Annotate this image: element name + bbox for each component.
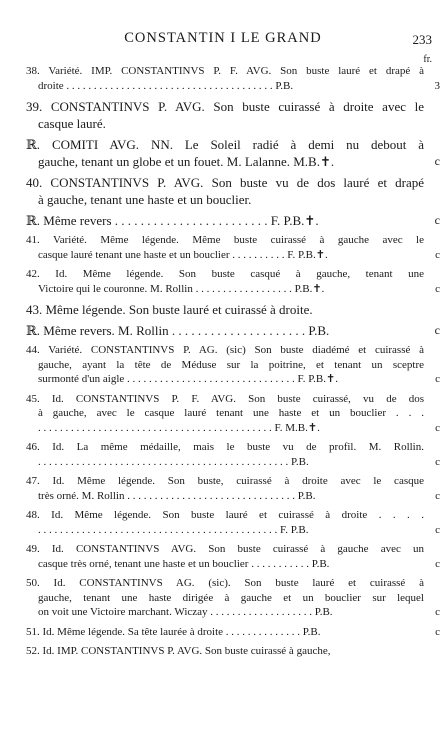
- catalogue-entries: [26, 64, 440, 664]
- entry-line: [26, 392, 424, 407]
- entry-line-text: ℝ. Même revers. M. Rollin . . . . . . . . . . . . . . . . . . . . . P.B.: [26, 323, 330, 338]
- entry-line-text: 40. CONSTANTINVS P. AVG. Son buste vu de dos lauré et drapé: [26, 175, 424, 190]
- entry-line: [26, 523, 440, 538]
- entry-line: [26, 421, 440, 436]
- entry-line: [26, 153, 440, 170]
- entry-line-text: gauche, tenant une haste dirigée à gauche et un bouclier sur lequel: [38, 591, 424, 604]
- entry-line-text: très orné. M. Rollin . . . . . . . . . . . . . . . . . . . . . . . . . . . . . . . P.B.: [38, 489, 316, 502]
- entry-line: [26, 136, 424, 153]
- catalogue-entry: [26, 508, 440, 537]
- entry-line-text: 44. Variété. CONSTANTINVS P. AG. (sic) Son buste diadémé et cuirassé à: [26, 344, 424, 356]
- catalogue-entry: [26, 64, 440, 93]
- entry-line: [26, 644, 424, 659]
- rarity-value: c: [435, 282, 440, 295]
- entry-line: [26, 542, 424, 557]
- entry-line: [26, 455, 440, 470]
- entry-line-text: 39. CONSTANTINVS P. AVG. Son buste cuirassé à droite avec le: [26, 99, 424, 114]
- entry-line: [26, 212, 440, 229]
- entry-line: [26, 267, 424, 282]
- catalogue-entry: [26, 644, 424, 659]
- entry-line: [26, 625, 440, 640]
- entry-line: [26, 489, 440, 504]
- entry-line: [26, 233, 424, 248]
- page-header: [0, 30, 446, 50]
- page-number: 233: [412, 32, 432, 47]
- entry-line: [26, 301, 424, 318]
- entry-line-text: 52. Id. IMP. CONSTANTINVS P. AVG. Son buste cuirassé à gauche,: [26, 645, 331, 657]
- entry-line: [26, 343, 424, 358]
- entry-line-text: 50. Id. CONSTANTINVS AG. (sic). Son buste lauré et cuirassé à: [26, 577, 424, 589]
- entry-line-text: 47. Id. Même légende. Son buste, cuirassé à droite avec le casque: [26, 475, 424, 487]
- catalogue-entry: [26, 233, 440, 262]
- entry-line: [26, 358, 424, 373]
- entry-line-text: gauche, tenant un globe et un fouet. M. Lalanne. M.B.✝.: [38, 154, 335, 169]
- rarity-value: c: [435, 606, 440, 618]
- entry-line-text: casque lauré tenant une haste et un bouclier . . . . . . . . . . F. P.B.✝.: [38, 248, 328, 261]
- catalogue-entry: [26, 301, 424, 318]
- entry-line-text: on voit une Victoire marchant. Wiczay . . . . . . . . . . . . . . . . . . . P.B.: [38, 606, 333, 618]
- rarity-value: c: [434, 154, 440, 168]
- entry-line-text: à gauche, tenant une haste et un bouclier.: [38, 192, 252, 207]
- catalogue-entry: [26, 440, 440, 469]
- entry-line-text: 42. Id. Même légende. Son buste casqué à gauche, tenant une: [26, 268, 424, 280]
- entry-line-text: ℝ. COMITI AVG. NN. Le Soleil radié à demi nu debout à: [26, 137, 424, 152]
- entry-line-text: ℝ. Même revers . . . . . . . . . . . . . . . . . . . . . . . . F. P.B.✝.: [26, 213, 319, 228]
- catalogue-entry: [26, 576, 440, 620]
- entry-line-text: 46. Id. La même médaille, mais le buste vu de profil. M. Rollin.: [26, 441, 424, 453]
- catalogue-entry: [26, 625, 440, 640]
- entry-line: [26, 605, 440, 620]
- entry-line: [26, 591, 424, 606]
- entry-line: [26, 372, 440, 387]
- entry-line: [26, 576, 424, 591]
- entry-line-text: 41. Variété. Même légende. Même buste cuirassé à gauche avec le: [26, 234, 424, 246]
- rarity-value: c: [435, 625, 440, 638]
- rarity-value: c: [435, 489, 440, 502]
- catalogue-entry: [26, 542, 440, 571]
- entry-line: [26, 282, 440, 297]
- catalogue-entry: [26, 212, 440, 229]
- entry-line-text: 38. Variété. IMP. CONSTANTINVS P. F. AVG. Son buste lauré et drapé à: [26, 65, 424, 77]
- catalogue-entry: [26, 343, 440, 387]
- entry-line: [26, 98, 424, 115]
- catalogue-entry: [26, 392, 440, 436]
- entry-line: [26, 174, 424, 191]
- rarity-value: 3: [434, 79, 440, 92]
- rarity-value: c: [435, 557, 440, 570]
- catalogue-entry: [26, 322, 440, 339]
- entry-line-text: . . . . . . . . . . . . . . . . . . . . . . . . . . . . . . . . . . . . . . . . . . . F. M.B.✝.: [38, 421, 320, 434]
- running-title: CONSTANTIN I LE GRAND: [124, 30, 322, 46]
- rarity-value: c: [435, 373, 440, 385]
- entry-line-text: 45. Id. CONSTANTINVS P. F. AVG. Son buste cuirassé, vu de dos: [26, 392, 424, 405]
- catalogue-entry: [26, 98, 424, 132]
- entry-line-text: 43. Même légende. Son buste lauré et cuirassé à droite.: [26, 302, 313, 317]
- entry-line-text: droite . . . . . . . . . . . . . . . . . . . . . . . . . . . . . . . . . . . . . . P.B.: [38, 79, 294, 92]
- entry-line: [26, 79, 440, 94]
- entry-line: [26, 440, 424, 455]
- entry-line-text: gauche, ayant la tête de Méduse sur la poitrine, et tenant un sceptre: [38, 358, 424, 371]
- entry-line-text: . . . . . . . . . . . . . . . . . . . . . . . . . . . . . . . . . . . . . . . . . . . . . . P.B.: [38, 455, 309, 468]
- entry-line-text: Victoire qui le couronne. M. Rollin . . . . . . . . . . . . . . . . . . P.B.✝.: [38, 282, 325, 295]
- entry-line-text: 48. Id. Même légende. Son buste lauré et cuirassé à droite . . . .: [26, 509, 424, 521]
- entry-line-text: à gauche, avec le casque lauré tenant une haste et un bouclier . . .: [38, 407, 424, 419]
- catalogue-entry: [26, 136, 440, 170]
- entry-line: [26, 191, 424, 208]
- entry-line-text: . . . . . . . . . . . . . . . . . . . . . . . . . . . . . . . . . . . . . . . . . . . . F. P.B.: [38, 523, 309, 536]
- rarity-value: c: [435, 523, 440, 536]
- entry-line: [26, 64, 424, 79]
- entry-line-text: casque très orné, tenant une haste et un bouclier . . . . . . . . . . . P.B.: [38, 557, 330, 570]
- rarity-value: c: [435, 248, 440, 261]
- entry-line: [26, 322, 440, 339]
- value-column-label: fr.: [423, 54, 432, 65]
- entry-line: [26, 508, 424, 523]
- entry-line: [26, 406, 424, 421]
- entry-line: [26, 248, 440, 263]
- entry-line: [26, 474, 424, 489]
- rarity-value: c: [434, 213, 440, 227]
- entry-line: [26, 115, 424, 132]
- entry-line-text: surmonté d'un aigle . . . . . . . . . . . . . . . . . . . . . . . . . . . . . . . F. P.B.✝.: [38, 373, 338, 385]
- entry-line-text: 51. Id. Même légende. Sa tête laurée à droite . . . . . . . . . . . . . . P.B.: [26, 625, 321, 638]
- rarity-value: c: [435, 421, 440, 434]
- catalogue-entry: [26, 474, 440, 503]
- entry-line: [26, 557, 440, 572]
- entry-line-text: casque lauré.: [38, 116, 106, 131]
- rarity-value: c: [434, 323, 440, 337]
- entry-line-text: 49. Id. CONSTANTINVS AVG. Son buste cuirassé à gauche avec un: [26, 543, 424, 555]
- catalogue-entry: [26, 174, 424, 208]
- catalogue-entry: [26, 267, 440, 296]
- rarity-value: c: [435, 455, 440, 468]
